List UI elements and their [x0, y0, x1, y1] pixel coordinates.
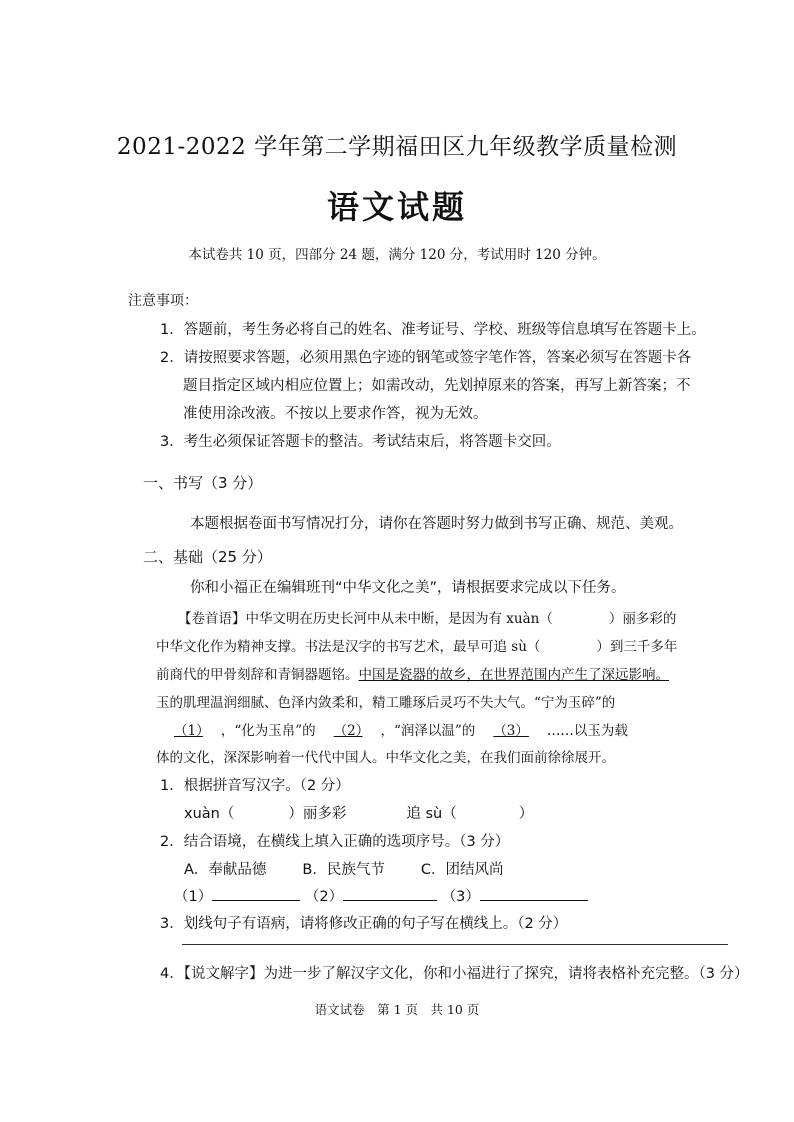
blank-3: （3） — [493, 723, 529, 739]
q1-b-suffix: ） — [518, 806, 534, 822]
passage-line-5-b: ，“化为玉帛”的 — [220, 723, 316, 739]
passage-line-2-b: ）到三千多年 — [596, 639, 678, 655]
question-2: 2．结合语境，在横线上填入正确的选项序号。（3 分） — [160, 834, 510, 850]
subject-title: 语文试题 — [326, 188, 467, 226]
section-2-task: 你和小福正在编辑班刊“中华文化之美”，请根据要求完成以下任务。 — [190, 580, 626, 596]
option-a: A．奉献品德 — [184, 862, 267, 878]
passage-line-2 — [156, 635, 677, 655]
passage-line-3 — [156, 663, 669, 683]
passage-line-6: 体的文化，深深影响着一代代中国人。中华文化之美，在我们面前徐徐展开。 — [156, 750, 615, 766]
underlined-sentence: 中国是瓷器的故乡，在世界范围内产生了深远影响。 — [358, 667, 669, 683]
question-1: 1．根据拼音写汉字。（2 分） — [160, 778, 350, 794]
blank-label-1: （1） — [174, 889, 213, 905]
q1-a-suffix: ）丽多彩 — [288, 806, 347, 822]
q1-a-label: xuàn（ — [184, 806, 235, 822]
note-item-2-cont-2: 准使用涂改液。不按以上要求作答，视为无效。 — [183, 406, 488, 422]
option-b: B．民族气节 — [302, 862, 385, 878]
blank-1: （1） — [174, 723, 203, 739]
passage-line-1-a: 【卷首语】中华文明在历史长河中从未中断，是因为有 xuàn（ — [178, 611, 553, 627]
passage-line-1-b: ）丽多彩的 — [608, 611, 677, 627]
question-3: 3．划线句子有语病，请将修改正确的句子写在横线上。（2 分） — [160, 916, 568, 932]
blank-label-3: （3） — [441, 889, 480, 905]
passage-line-5-d: ，“润泽以温”的 — [380, 723, 476, 739]
page-footer: 语文试卷 第 1 页 共 10 页 — [314, 1002, 480, 1017]
exam-title: 2021-2022 学年第二学期福田区九年级教学质量检测 — [116, 134, 678, 160]
passage-line-4: 玉的肌理温润细腻、色泽内敛柔和，精工雕琢后灵巧不失大气。“宁为玉碎”的 — [156, 695, 616, 711]
passage-line-5 — [156, 719, 628, 739]
passage-line-1 — [178, 607, 676, 627]
note-item-3: 3．考生必须保证答题卡的整洁。考试结束后，将答题卡交回。 — [160, 434, 561, 450]
question-3-answer-line — [182, 944, 728, 945]
option-c: C．团结风尚 — [420, 862, 504, 878]
blank-label-2: （2） — [304, 889, 344, 905]
exam-intro: 本试卷共 10 页，四部分 24 题，满分 120 分，考试用时 120 分钟。 — [188, 247, 606, 263]
section-2-heading: 二、基础（25 分） — [143, 548, 272, 566]
blank-2: （2） — [333, 723, 363, 739]
q1-b-label: 追 sù（ — [406, 806, 457, 822]
question-2-options — [184, 858, 504, 879]
passage-line-2-a: 中华文化作为精神支撑。书法是汉字的书写艺术，最早可追 sù（ — [156, 639, 541, 655]
notes-heading: 注意事项： — [128, 293, 198, 309]
section-1-text: 本题根据卷面书写情况打分，请你在答题时努力做到书写正确、规范、美观。 — [190, 516, 683, 532]
note-item-2-cont-1: 题目指定区域内相应位置上；如需改动，先划掉原来的答案，再写上新答案；不 — [183, 378, 691, 394]
passage-line-3-a: 前商代的甲骨刻辞和青铜器题铭。 — [156, 667, 359, 683]
question-1-answer-line — [184, 802, 533, 823]
note-item-2: 2．请按照要求答题，必须用黑色字迹的钢笔或签字笔作答，答案必须写在答题卡各 — [160, 350, 692, 366]
question-2-blanks — [174, 885, 588, 906]
section-1-heading: 一、书写（3 分） — [143, 474, 263, 492]
question-4: 4．【说文解字】为进一步了解汉字文化，你和小福进行了探究，请将表格补充完整。（3 分） — [160, 966, 749, 982]
note-item-1: 1．答题前，考生务必将自己的姓名、准考证号、学校、班级等信息填写在答题卡上。 — [160, 322, 706, 338]
passage-line-5-f: ……以玉为载 — [546, 723, 628, 739]
